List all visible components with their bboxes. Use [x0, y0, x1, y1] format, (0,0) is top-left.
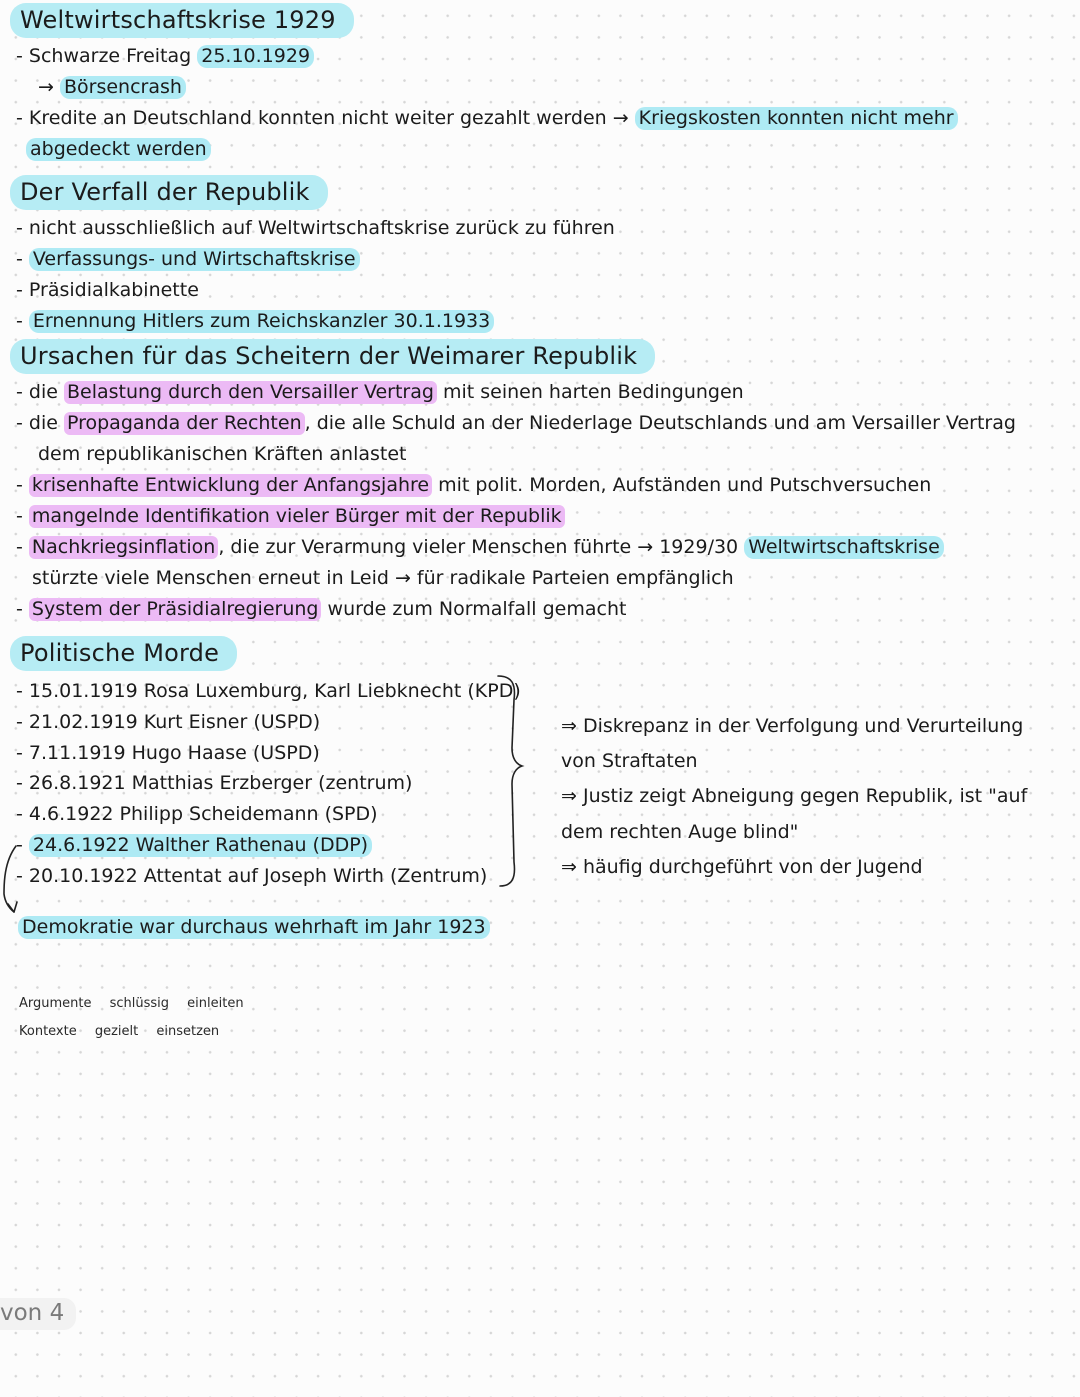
highlight-boersencrash: Börsencrash [60, 76, 186, 99]
bullet-nicht-ausschliesslich: - nicht ausschließlich auf Weltwirtschaftskrise zurück zu führen [16, 217, 615, 239]
highlight-weltwirtschaftskrise: Weltwirtschaftskrise [744, 536, 944, 559]
bullet-boersencrash: → Börsencrash [38, 77, 186, 99]
list-item: - 24.6.1922 Walther Rathenau (DDP) [16, 830, 521, 861]
highlight-rathenau: 24.6.1922 Walther Rathenau (DDP) [29, 834, 372, 857]
highlight-propaganda: Propaganda der Rechten [64, 412, 305, 435]
bullet-propaganda: - die Propaganda der Rechten , die alle Schuld an der Niederlage Deutschlands und am Versailler Vertrag [16, 412, 1016, 434]
bullet-ernennung-hitlers: - Ernennung Hitlers zum Reichskanzler 30.1.1933 [16, 311, 494, 333]
bullet-propaganda-cont: dem republikanischen Kräften anlastet [38, 443, 407, 465]
note-line: ⇒ Diskrepanz in der Verfolgung und Verurteilung [561, 715, 1024, 737]
bullet-krisenhafte-entwicklung: - krisenhafte Entwicklung der Anfangsjahre mit polit. Morden, Aufständen und Putschversuchen [16, 474, 932, 496]
highlight-belastung: Belastung durch den Versailler Vertrag [64, 381, 437, 404]
heading-text: Politische Morde [10, 636, 237, 671]
highlight-kriegskosten: Kriegskosten konnten nicht mehr [635, 107, 958, 130]
curved-arrow [4, 846, 16, 912]
bullet-verfassungskrise: - Verfassungs- und Wirtschaftskrise [16, 249, 360, 271]
bullet-kredite: - Kredite an Deutschland konnten nicht weiter gezahlt werden → Kriegskosten konnten nicht mehr [16, 108, 958, 130]
note-line: ⇒ häufig durchgeführt von der Jugend [561, 855, 923, 878]
bullet-nachkriegsinflation: - Nachkriegsinflation , die zur Verarmung vieler Menschen führte → 1929/30 Weltwirtschaftskrise [16, 537, 944, 559]
note-line: von Straftaten [561, 750, 698, 773]
note-line: dem rechten Auge blind" [561, 820, 799, 843]
heading-text: Ursachen für das Scheitern der Weimarer Republik [10, 339, 655, 374]
list-item: - 26.8.1921 Matthias Erzberger (zentrum) [16, 772, 413, 795]
bullet-praesidialregierung: - System der Präsidialregierung wurde zum Normalfall gemacht [16, 598, 627, 620]
bullet-mangelnde-identifikation: - mangelnde Identifikation vieler Bürger mit der Republik [16, 506, 565, 528]
footnote-argumente: Argumente schlüssig einleiten [19, 996, 244, 1011]
bullet-nachkriegsinflation-cont: stürzte viele Menschen erneut in Leid → für radikale Parteien empfänglich [32, 567, 734, 589]
curly-brace [498, 676, 522, 886]
highlight-krisenhafte: krisenhafte Entwicklung der Anfangsjahre [29, 474, 432, 497]
heading-text: Der Verfall der Republik [10, 175, 328, 210]
bullet-versailler-vertrag: - die Belastung durch den Versailler Vertrag mit seinen harten Bedingungen [16, 381, 744, 403]
list-item: - 20.10.1922 Attentat auf Joseph Wirth (Zentrum) [16, 864, 488, 887]
page-indicator: von 4 [0, 1298, 76, 1330]
bullet-schwarzer-freitag: - Schwarze Freitag 25.10.1929 [16, 46, 314, 68]
highlight-abgedeckt: abgedeckt werden [26, 138, 211, 161]
footnote-kontexte: Kontexte gezielt einsetzen [19, 1024, 220, 1039]
highlight-inflation: Nachkriegsinflation [29, 536, 218, 559]
highlight-ernennung: Ernennung Hitlers zum Reichskanzler 30.1.1933 [29, 310, 494, 333]
list-item: - 4.6.1922 Philipp Scheidemann (SPD) [16, 803, 378, 826]
list-item: - 15.01.1919 Rosa Luxemburg, Karl Liebknecht (KPD) [16, 680, 521, 702]
highlight-date: 25.10.1929 [197, 45, 314, 68]
highlight-identifikation: mangelnde Identifikation vieler Bürger mit der Republik [29, 505, 565, 528]
list-item: - 7.11.1919 Hugo Haase (USPD) [16, 741, 320, 764]
highlight-praesidialregierung: System der Präsidialregierung [29, 598, 322, 621]
bullet-praesidialkabinette: - Präsidialkabinette [16, 279, 199, 301]
note-line: ⇒ Justiz zeigt Abneigung gegen Republik, ist "auf [561, 785, 1028, 808]
highlight-verfassungskrise: Verfassungs- und Wirtschaftskrise [29, 248, 360, 271]
heading-text: Weltwirtschaftskrise 1929 [10, 3, 354, 38]
list-item: - 21.02.1919 Kurt Eisner (USPD) [16, 710, 321, 733]
highlight-demokratie: Demokratie war durchaus wehrhaft im Jahr 1923 [18, 916, 490, 939]
arrow-head [8, 902, 17, 912]
